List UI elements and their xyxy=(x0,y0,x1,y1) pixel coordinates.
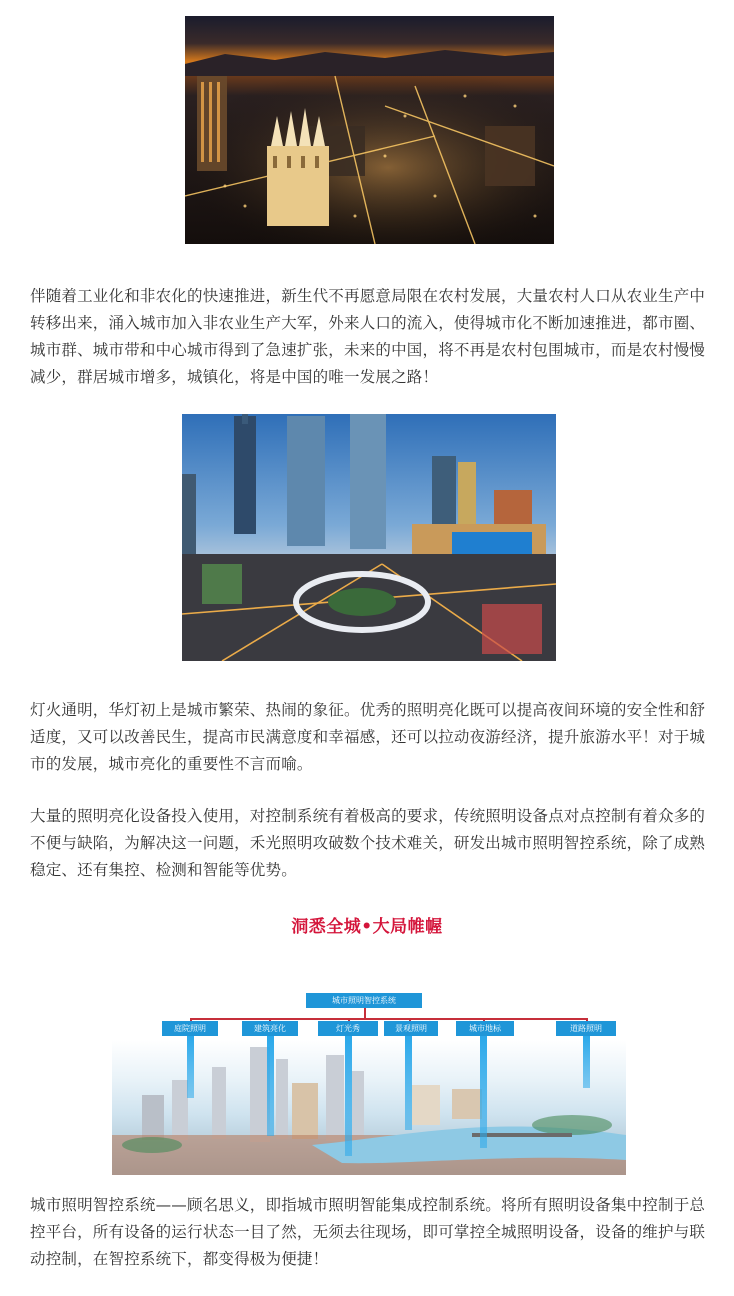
diagram-branch-landscape: 景观照明 xyxy=(384,1021,438,1036)
diagram-branch-building: 建筑亮化 xyxy=(242,1021,298,1036)
diagram-branch-courtyard: 庭院照明 xyxy=(162,1021,218,1036)
diagram-beam-5 xyxy=(480,1036,487,1148)
night-city-temple-photo xyxy=(185,16,554,244)
paragraph-urbanization: 伴随着工业化和非农化的快速推进，新生代不再愿意局限在农村发展，大量农村人口从农业生产中转移出来，涌入城市加入非农业生产大军，外来人口的流入，使得城市化不断加速推进，都市圈、城市群、城市带和中心城市得到了急速扩张，未来的中国，将不再是农村包围城市，而是农村慢慢减少，群居城市增多，城镇化，将是中国的唯一发展之路！ xyxy=(30,287,706,386)
diagram-beam-4 xyxy=(405,1036,412,1130)
diagram-branch-lightshow: 灯光秀 xyxy=(318,1021,378,1036)
diagram-beam-6 xyxy=(583,1036,590,1088)
shanghai-skyline-photo xyxy=(182,414,556,661)
diagram-branch-landmark: 城市地标 xyxy=(456,1021,514,1036)
diagram-connector-bar xyxy=(190,1018,588,1020)
paragraph-lighting-prosperity: 灯火通明，华灯初上是城市繁荣、热闹的象征。优秀的照明亮化既可以提高夜间环境的安全性和舒适度，又可以改善民生，提高市民满意度和幸福感，还可以拉动夜游经济，提升旅游水平！对于城市的发展，城市亮化的重要性不言而喻。 xyxy=(30,701,706,773)
paragraph-control-system: 大量的照明亮化设备投入使用，对控制系统有着极高的要求，传统照明设备点对点控制有着众多的不便与缺陷，为解决这一问题，禾光照明攻破数个技术难关，研发出城市照明智控系统，除了成熟稳定、还有集控、检测和智能等优势。 xyxy=(30,807,706,879)
paragraph-system-definition: 城市照明智控系统——顾名思义，即指城市照明智能集成控制系统。将所有照明设备集中控制于总控平台，所有设备的运行状态一目了然，无须去往现场，即可掌控全城照明设备，设备的维护与联动控制，在智控系统下，都变得极为便捷！ xyxy=(30,1196,706,1268)
diagram-beam-3 xyxy=(345,1036,352,1156)
section-heading: 洞悉全城•大局帷幄 xyxy=(291,917,443,937)
diagram-root-box: 城市照明智控系统 xyxy=(306,993,422,1008)
diagram-beam-1 xyxy=(187,1036,194,1098)
diagram-branch-road: 道路照明 xyxy=(556,1021,616,1036)
city-lighting-diagram xyxy=(112,985,626,1175)
diagram-beam-2 xyxy=(267,1036,274,1136)
